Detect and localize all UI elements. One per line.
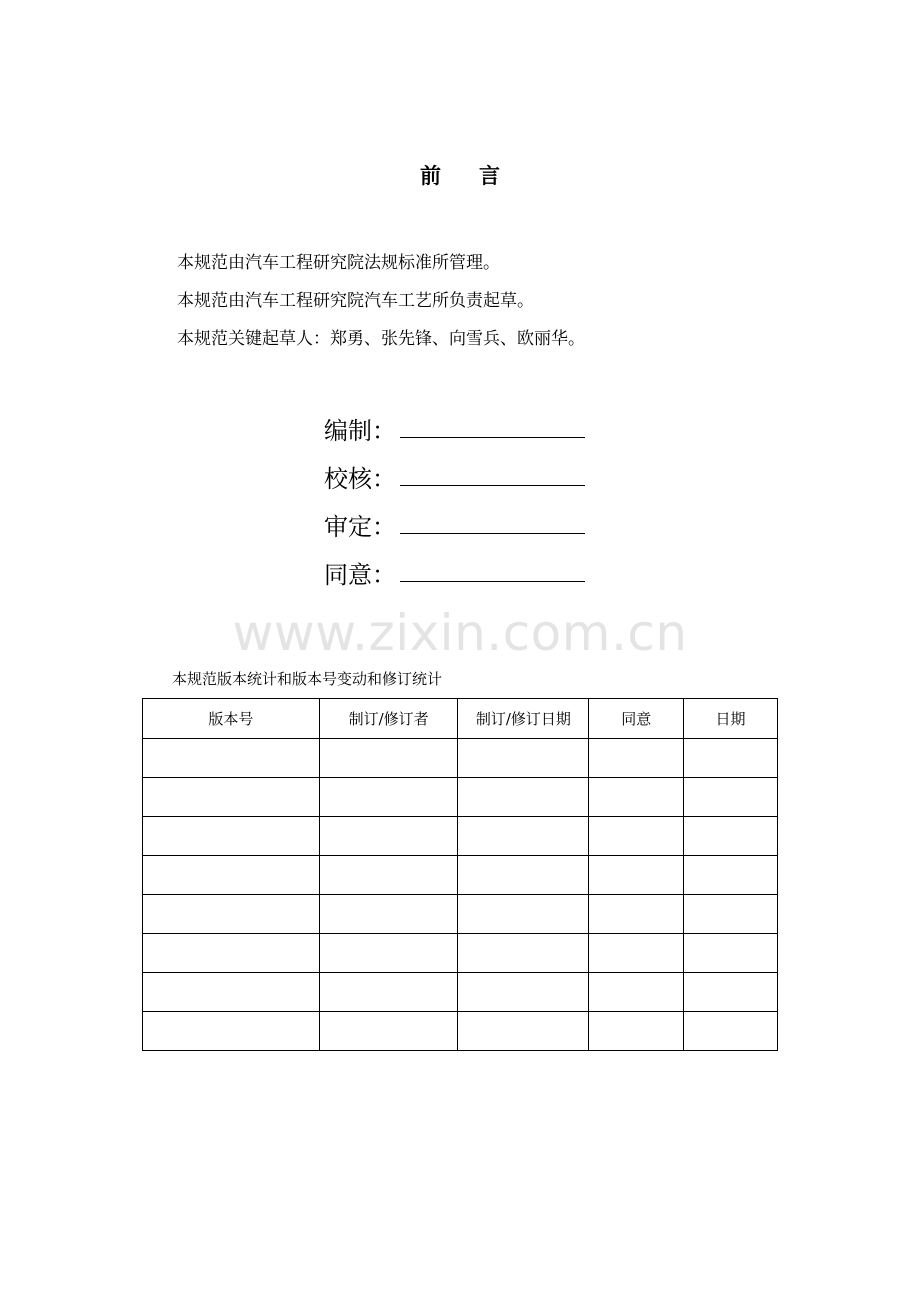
signature-label: 同意： [324, 561, 396, 589]
title-char-2: 言 [479, 163, 500, 188]
table-row [143, 895, 778, 934]
page-title [0, 160, 920, 190]
table-cell[interactable] [589, 973, 684, 1012]
signature-label: 审定： [324, 513, 396, 541]
table-cell[interactable] [589, 895, 684, 934]
table-cell[interactable] [684, 778, 778, 817]
table-cell[interactable] [458, 778, 589, 817]
table-cell[interactable] [589, 778, 684, 817]
header-version: 版本号 [143, 699, 320, 739]
table-row [143, 856, 778, 895]
signature-label: 校核： [324, 465, 396, 493]
signature-line[interactable] [400, 532, 585, 534]
table-cell[interactable] [589, 856, 684, 895]
intro-line: 本规范由汽车工程研究院法规标准所管理。 [177, 253, 500, 273]
table-cell[interactable] [319, 778, 458, 817]
table-cell[interactable] [684, 856, 778, 895]
table-row [143, 778, 778, 817]
table-cell[interactable] [684, 739, 778, 778]
table-cell[interactable] [143, 856, 320, 895]
header-approve: 同意 [589, 699, 684, 739]
header-date: 日期 [684, 699, 778, 739]
table-cell[interactable] [319, 973, 458, 1012]
table-cell[interactable] [589, 934, 684, 973]
table-cell[interactable] [458, 817, 589, 856]
header-author: 制订/修订者 [319, 699, 458, 739]
table-row [143, 973, 778, 1012]
table-cell[interactable] [684, 1012, 778, 1051]
table-cell[interactable] [458, 856, 589, 895]
table-cell[interactable] [143, 973, 320, 1012]
table-row [143, 1012, 778, 1051]
table-caption: 本规范版本统计和版本号变动和修订统计 [172, 670, 443, 688]
table-row [143, 739, 778, 778]
table-header-row [143, 699, 778, 739]
signature-label: 编制： [324, 417, 396, 445]
signature-row-approve [324, 542, 585, 590]
signature-line[interactable] [400, 484, 585, 486]
signature-line[interactable] [400, 580, 585, 582]
table-row [143, 817, 778, 856]
table-cell[interactable] [143, 778, 320, 817]
table-cell[interactable] [319, 895, 458, 934]
header-revision-date: 制订/修订日期 [458, 699, 589, 739]
intro-paragraphs [177, 244, 585, 358]
signature-row-compile [324, 398, 585, 446]
table-cell[interactable] [458, 973, 589, 1012]
watermark: www.zixin.com.cn [232, 604, 688, 662]
table-cell[interactable] [143, 895, 320, 934]
table-row [143, 934, 778, 973]
table-cell[interactable] [684, 817, 778, 856]
table-cell[interactable] [589, 1012, 684, 1051]
signature-row-check [324, 446, 585, 494]
table-cell[interactable] [458, 895, 589, 934]
table-cell[interactable] [143, 1012, 320, 1051]
table-cell[interactable] [458, 934, 589, 973]
signature-line[interactable] [400, 436, 585, 438]
signature-row-review [324, 494, 585, 542]
title-char-1: 前 [420, 163, 441, 188]
table-cell[interactable] [143, 817, 320, 856]
revision-table [142, 698, 778, 1051]
table-cell[interactable] [319, 856, 458, 895]
table-cell[interactable] [319, 934, 458, 973]
table-cell[interactable] [458, 1012, 589, 1051]
table-cell[interactable] [684, 934, 778, 973]
table-cell[interactable] [319, 1012, 458, 1051]
revision-table-body [143, 739, 778, 1051]
table-cell[interactable] [458, 739, 589, 778]
table-cell[interactable] [684, 973, 778, 1012]
table-cell[interactable] [319, 739, 458, 778]
table-cell[interactable] [684, 895, 778, 934]
table-cell[interactable] [143, 934, 320, 973]
table-cell[interactable] [589, 739, 684, 778]
table-cell[interactable] [319, 817, 458, 856]
signature-block [324, 398, 585, 590]
intro-line: 本规范关键起草人：郑勇、张先锋、向雪兵、欧丽华。 [177, 329, 585, 349]
intro-line: 本规范由汽车工程研究院汽车工艺所负责起草。 [177, 291, 534, 311]
table-cell[interactable] [589, 817, 684, 856]
table-cell[interactable] [143, 739, 320, 778]
